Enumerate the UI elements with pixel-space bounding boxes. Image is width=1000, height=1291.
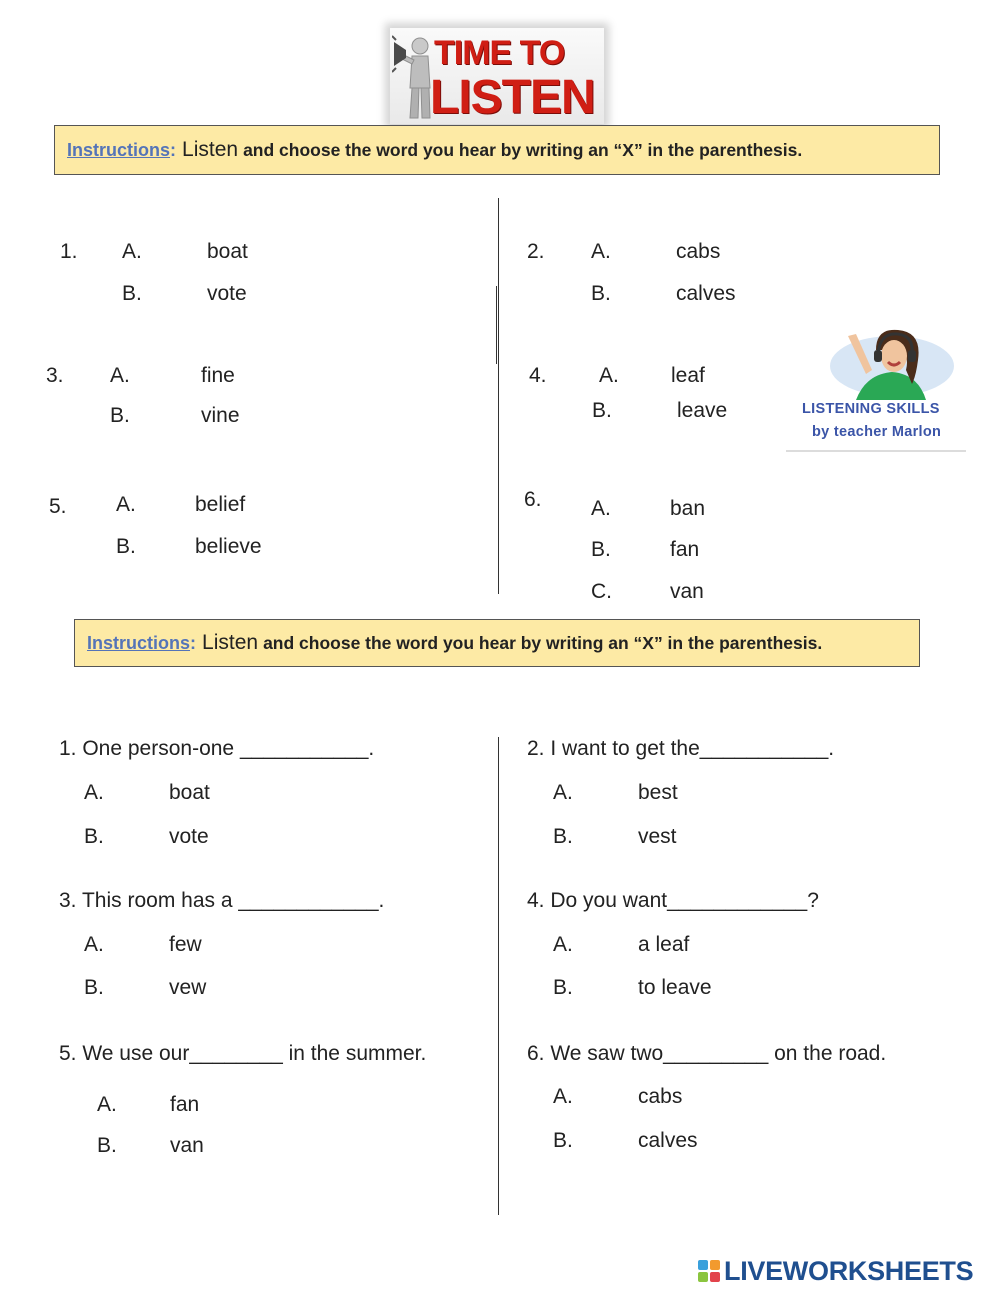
side-image-rule (786, 450, 966, 452)
p2-q5-option-b-text: van (170, 1134, 204, 1157)
p1-q5-number: 5. (49, 495, 67, 518)
p2-q6-option-a-letter[interactable]: A. (553, 1085, 573, 1108)
p2-q5-option-a-letter[interactable]: A. (97, 1093, 117, 1116)
logo-line-1: TIME TO (434, 34, 565, 72)
p2-q3-option-a-text: few (169, 933, 202, 956)
instructions-text: and choose the word you hear by writing an “X” in the parenthesis. (263, 632, 823, 653)
headphones-girl-icon (826, 324, 956, 400)
p2-q6-option-a-text: cabs (638, 1085, 683, 1108)
p1-q5-option-a-letter[interactable]: A. (116, 493, 136, 516)
part1-divider (498, 198, 499, 594)
p2-q6-option-b-text: calves (638, 1129, 698, 1152)
p1-q6-option-a-text: ban (670, 497, 706, 520)
p1-q3-option-b-text: vine (201, 404, 240, 427)
logo-line-2: LISTEN (430, 71, 595, 124)
p2-q1-option-b-text: vote (169, 825, 209, 848)
p2-q2-prompt: 2. I want to get the___________. (527, 737, 835, 760)
p1-q4-option-a-letter[interactable]: A. (599, 364, 619, 387)
instructions-label: Instructions (67, 139, 171, 160)
p2-q1-prompt: 1. One person-one ___________. (59, 737, 375, 760)
time-to-listen-logo (390, 28, 604, 124)
part1-divider-accent (496, 286, 497, 364)
p1-q4-option-b-letter[interactable]: B. (592, 399, 612, 422)
p1-q1-option-a-text: boat (207, 240, 248, 263)
part2-divider (498, 737, 499, 1215)
p1-q5-option-a-text: belief (195, 493, 246, 516)
p1-q1-option-a-letter[interactable]: A. (122, 240, 142, 263)
p1-q2-option-a-letter[interactable]: A. (591, 240, 611, 263)
p1-q2-number: 2. (527, 240, 545, 263)
p1-q2-option-b-letter[interactable]: B. (591, 282, 611, 305)
p1-q3-option-b-letter[interactable]: B. (110, 404, 130, 427)
p1-q1-number: 1. (60, 240, 78, 263)
p2-q2-option-a-letter[interactable]: A. (553, 781, 573, 804)
instructions-lead: Listen (202, 631, 259, 654)
p2-q4-option-a-letter[interactable]: A. (553, 933, 573, 956)
p1-q4-option-a-text: leaf (671, 364, 705, 387)
p2-q4-option-b-text: to leave (638, 976, 712, 999)
p1-q6-option-a-letter[interactable]: A. (591, 497, 611, 520)
p1-q4-number: 4. (529, 364, 547, 387)
p1-q4-option-b-text: leave (677, 399, 728, 422)
p2-q5-prompt: 5. We use our________ in the summer. (59, 1042, 427, 1065)
p2-q2-option-b-text: vest (638, 825, 677, 848)
p1-q5-option-b-letter[interactable]: B. (116, 535, 136, 558)
p1-q2-option-a-text: cabs (676, 240, 721, 263)
instructions-box-2 (74, 619, 920, 667)
liveworksheets-grid-icon (698, 1260, 722, 1284)
p1-q6-option-b-letter[interactable]: B. (591, 538, 611, 561)
p2-q3-option-a-letter[interactable]: A. (84, 933, 104, 956)
p1-q6-option-c-text: van (670, 580, 704, 603)
instructions-lead: Listen (182, 138, 239, 161)
p2-q3-option-b-text: vew (169, 976, 207, 999)
p2-q1-option-a-letter[interactable]: A. (84, 781, 104, 804)
p2-q6-prompt: 6. We saw two_________ on the road. (527, 1042, 887, 1065)
instructions-colon: : (190, 632, 197, 653)
p1-q1-option-b-text: vote (207, 282, 247, 305)
p2-q2-option-b-letter[interactable]: B. (553, 825, 573, 848)
p2-q4-option-b-letter[interactable]: B. (553, 976, 573, 999)
p2-q4-prompt: 4. Do you want____________? (527, 889, 819, 912)
liveworksheets-brand: LIVEWORKSHEETS (724, 1256, 974, 1286)
p2-q4-option-a-text: a leaf (638, 933, 690, 956)
p1-q6-option-c-letter[interactable]: C. (591, 580, 612, 603)
p2-q1-option-b-letter[interactable]: B. (84, 825, 104, 848)
p1-q6-number: 6. (524, 488, 542, 511)
p1-q1-option-b-letter[interactable]: B. (122, 282, 142, 305)
p2-q5-option-b-letter[interactable]: B. (97, 1134, 117, 1157)
p2-q1-option-a-text: boat (169, 781, 210, 804)
p1-q6-option-b-text: fan (670, 538, 700, 561)
p1-q5-option-b-text: believe (195, 535, 262, 558)
p1-q3-option-a-letter[interactable]: A. (110, 364, 130, 387)
side-image-caption-line-2: by teacher Marlon (812, 424, 942, 440)
p2-q3-prompt: 3. This room has a ____________. (59, 889, 385, 912)
p1-q3-option-a-text: fine (201, 364, 235, 387)
instructions-colon: : (170, 139, 177, 160)
p2-q2-option-a-text: best (638, 781, 678, 804)
p2-q3-option-b-letter[interactable]: B. (84, 976, 104, 999)
p2-q6-option-b-letter[interactable]: B. (553, 1129, 573, 1152)
p1-q3-number: 3. (46, 364, 64, 387)
instructions-box-1 (54, 125, 940, 175)
p1-q2-option-b-text: calves (676, 282, 736, 305)
listening-skills-image (786, 322, 968, 452)
instructions-label: Instructions (87, 632, 191, 653)
side-image-caption-line-1: LISTENING SKILLS (802, 401, 940, 417)
instructions-text: and choose the word you hear by writing an “X” in the parenthesis. (243, 139, 803, 160)
p2-q5-option-a-text: fan (170, 1093, 200, 1116)
